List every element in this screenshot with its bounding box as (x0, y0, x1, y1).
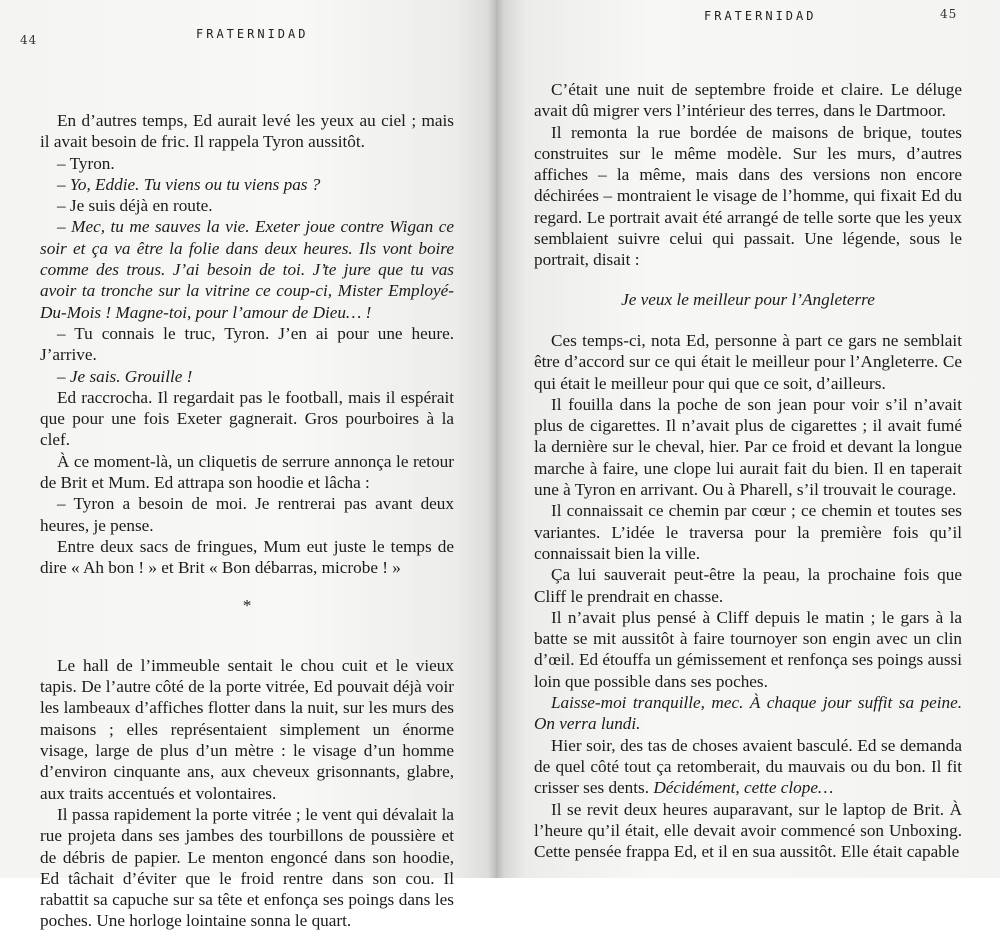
paragraph (40, 387, 454, 451)
paragraph-text: Il n’avait plus pensé à Cliff depuis le matin ; le gars à la batte se mit aussitôt à faire tournoyer son engin avec un clin d’œil. Ed étouffa un gémissement et renfonça ses poings aussi loin que possible dans ses poches. (534, 607, 962, 691)
paragraph (534, 799, 962, 863)
right-page (496, 0, 1000, 878)
paragraph-text: En d’autres temps, Ed aurait levé les yeux au ciel ; mais il avait besoin de fric. Il rappela Tyron aussitôt. (40, 111, 454, 152)
paragraph-text: – (57, 366, 70, 386)
page-number-left: 44 (20, 33, 38, 47)
paragraph-text: Il connaissait ce chemin par cœur ; ce chemin et toutes ses variantes. L’idée le traversa pour la première fois qu’il connaissait bien la ville. (534, 501, 962, 563)
paragraph (534, 500, 962, 564)
running-head-right: FRATERNIDAD (704, 9, 817, 23)
paragraph (40, 323, 454, 366)
paragraph (534, 79, 962, 122)
paragraph-text: – Tyron a besoin de moi. Je rentrerai pas avant deux heures, je pense. (40, 494, 454, 535)
right-paragraphs (534, 79, 962, 271)
paragraph (40, 451, 454, 494)
paragraph-text: Le hall de l’immeuble sentait le chou cuit et le vieux tapis. De l’autre côté de la porte vitrée, Ed pouvait déjà voir les lambeaux d’affiches flotter dans la nuit, sur les murs des maisons ; elles représentaient simplement un énorme visage, large de plus d’un mètre : le visage d’un homme d’environ cinquante ans, aux cheveux grisonnants, glabre, aux traits accentués et volontaires. (40, 655, 454, 803)
paragraph-text: – Tyron. (57, 153, 115, 173)
paragraph-text: Il passa rapidement la porte vitrée ; le vent qui dévalait la rue projeta dans ses jambes des tourbillons de poussière et de débris de papier. Le menton engoncé dans son hoodie, Ed tâchait d’éviter que le froid rentre dans son cou. Il rabattit sa capuche sur sa tête et enfonça ses poings dans les poches. Une horloge lointaine sonna le quart. (40, 804, 454, 931)
paragraph (534, 607, 962, 692)
paragraph (40, 536, 454, 579)
left-body-text (40, 110, 454, 932)
paragraph-text: Ces temps-ci, nota Ed, personne à part ce gars ne semblait être d’accord sur ce qui était le meilleur pour l’Angleterre. Ce qui était le meilleur pour qui que ce soit, d’ailleurs. (534, 330, 962, 393)
paragraph-text: Ed raccrocha. Il regardait pas le football, mais il espérait que pour une fois Exeter gagnerait. Gros pourboires à la clef. (40, 387, 454, 450)
poster-caption: Je veux le meilleur pour l’Angleterre (621, 289, 875, 309)
paragraph-italic-text: Laisse-moi tranquille, mec. À chaque jour suffit sa peine. On verra lundi. (534, 693, 962, 734)
paragraph-text: Entre deux sacs de fringues, Mum eut juste le temps de dire « Ah bon ! » et Brit « Bon débarras, microbe ! » (40, 536, 454, 578)
paragraph (40, 655, 454, 804)
paragraph-italic-text: Décidément, cette clope… (653, 778, 834, 798)
paragraph (40, 493, 454, 536)
left-paragraphs-after (40, 655, 454, 932)
paragraph (40, 804, 454, 932)
paragraph (40, 153, 454, 174)
paragraph (40, 174, 454, 195)
paragraph (40, 110, 454, 153)
paragraph-text: – (57, 217, 72, 237)
paragraph-text: Hier soir, des tas de choses avaient basculé. Ed se demanda de quel côté tout ça retomberait, du mauvais ou du bon. Il fit crisser ses dents. (534, 735, 962, 798)
paragraph (534, 122, 962, 271)
paragraph-italic-text: Mec, tu me sauves la vie. Exeter joue contre Wigan ce soir et ça va être la folie dans deux heures. Ils vont boire comme des trous. J’ai besoin de toi. J’te jure que tu vas avoir ta tronche sur la vitrine ce coup-ci, Mister Employé-Du-Mois ! Magne-toi, pour l’amour de Dieu… ! (40, 217, 455, 322)
page-number-right: 45 (940, 7, 958, 21)
paragraph-text: Il remonta la rue bordée de maisons de brique, toutes construites sur le même modèle. Sur les murs, d’autres affiches – la même, mais dans des versions non encore déchirées – montraient le visage de l’homme, qui fixait Ed du regard. Le portrait avait été arrangé de telle sorte que les yeux semblaient suivre celui qui passait. Une légende, sous le portrait, disait : (534, 122, 962, 270)
paragraph-text: – (57, 174, 70, 194)
paragraph-text: – Tu connais le truc, Tyron. J’en ai pour une heure. J’arrive. (40, 323, 454, 365)
paragraph-text: Ça lui sauverait peut-être la peau, la prochaine fois que Cliff le prendrait en chasse. (534, 565, 962, 606)
running-head-left: FRATERNIDAD (196, 27, 309, 41)
paragraph-text: Il fouilla dans la poche de son jean pour voir s’il n’avait plus de cigarettes. Il n’avait plus de cigarettes ; il avait fumé la dernière sur le cheval, hier. Par ce froid et devant la longue marche à faire, une clope lui aurait fait du bien. Il en taperait une à Tyron en arrivant. Ou à Pharell, s’il trouvait le courage. (534, 394, 962, 500)
right-paragraphs-after (534, 330, 962, 862)
left-paragraphs (40, 110, 454, 579)
paragraph (40, 216, 454, 322)
paragraph-italic-text: Je sais. Grouille ! (69, 366, 193, 386)
paragraph-text: À ce moment-là, un cliquetis de serrure annonça le retour de Brit et Mum. Ed attrapa son hoodie et lâcha : (40, 451, 454, 493)
book-gutter (488, 0, 504, 878)
paragraph (40, 195, 454, 216)
paragraph (534, 394, 962, 500)
paragraph (40, 366, 454, 387)
paragraph (534, 564, 962, 607)
paragraph (534, 330, 962, 394)
paragraph-text: C’était une nuit de septembre froide et claire. Le déluge avait dû migrer vers l’intérieur des terres, dans le Dartmoor. (534, 80, 962, 121)
paragraph-italic-text: Yo, Eddie. Tu viens ou tu viens pas ? (69, 174, 321, 194)
left-page (0, 0, 496, 931)
paragraph-text: – Je suis déjà en route. (57, 196, 213, 216)
section-separator: * (242, 595, 252, 615)
paragraph (534, 735, 962, 799)
right-body-text (534, 79, 962, 862)
paragraph (534, 692, 962, 735)
paragraph-text: Il se revit deux heures auparavant, sur le laptop de Brit. À l’heure qu’il était, elle devait avoir commencé son Unboxing. Cette pensée frappa Ed, et il en sua aussitôt. Elle était capable (534, 799, 962, 862)
